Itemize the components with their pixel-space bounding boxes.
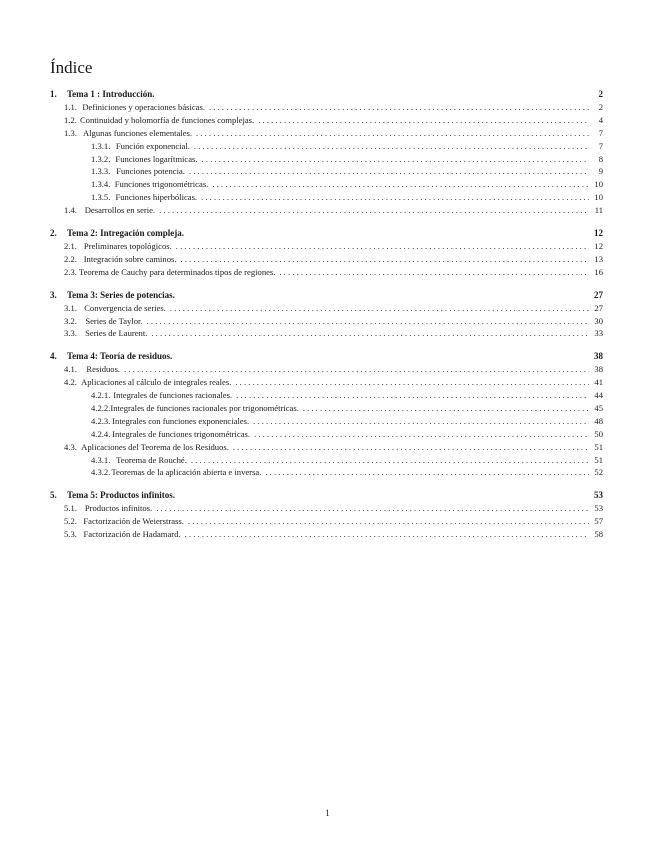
toc-entry-number: 1.3.5. xyxy=(91,192,111,203)
toc-entry-title: Factorización de Weierstrass. xyxy=(83,516,184,527)
toc-leader-dots xyxy=(188,515,589,528)
toc-entry-number: 1.3.1. xyxy=(91,140,111,151)
toc-chapter-title: Tema 3: Series de potencias. xyxy=(67,289,175,300)
toc-chapter-entry[interactable] xyxy=(50,350,603,363)
toc-leader-dots xyxy=(265,466,589,479)
toc-page-number: 53 xyxy=(594,503,603,514)
toc-chapter xyxy=(50,289,603,341)
toc-entry-title: Teorema de Cauchy para determinados tipos de regiones. xyxy=(78,266,276,277)
toc-leader-dots xyxy=(201,191,589,204)
toc-page-number: 57 xyxy=(594,516,603,527)
toc-page-number: 16 xyxy=(594,266,603,277)
toc-entry[interactable] xyxy=(50,114,603,127)
toc-leader-dots xyxy=(279,266,589,279)
toc-leader-dots xyxy=(181,253,589,266)
toc-entry-title: Residuos. xyxy=(86,364,121,375)
toc-entry-number: 4.3. xyxy=(64,441,77,452)
toc-leader-dots xyxy=(258,114,589,127)
toc-chapter-entry[interactable] xyxy=(50,489,603,502)
toc-entry-number: 1.3.3. xyxy=(91,166,111,177)
toc-entry-number: 4.2.2. xyxy=(91,403,111,414)
toc-entry-title: Teorema de Rouché. xyxy=(116,454,187,465)
toc-chapter-number: 4. xyxy=(50,351,57,362)
toc-entry-number: 4.2.3. xyxy=(91,415,111,426)
toc-entry-title: Integración sobre caminos. xyxy=(83,253,177,264)
toc-entry-number: 1.3.4. xyxy=(91,179,111,190)
toc-entry-number: 3.2. xyxy=(64,315,77,326)
toc-entry-title: Series de Taylor. xyxy=(85,315,143,326)
toc-page-number: 58 xyxy=(594,529,603,540)
toc-leader-dots xyxy=(124,363,589,376)
toc-entry-number: 3.3. xyxy=(64,328,77,339)
toc-entry-number: 5.3. xyxy=(64,529,77,540)
toc-entry[interactable] xyxy=(50,315,603,328)
toc-entry-title: Continuidad y holomorfía de funciones complejas. xyxy=(79,114,255,125)
toc-leader-dots xyxy=(159,204,589,217)
toc-entry-title: Definiciones y operaciones básicas. xyxy=(82,102,205,112)
toc-leader-dots xyxy=(254,428,589,441)
toc-entry-number: 5.2. xyxy=(64,516,77,527)
toc-entry-number: 2.3. xyxy=(64,266,77,277)
toc-page-number: 7 xyxy=(598,127,603,138)
toc-entry-title: Teoremas de la aplicación abierta e inversa. xyxy=(111,467,262,478)
toc-page-number: 51 xyxy=(594,454,603,465)
toc-page-number: 27 xyxy=(594,302,603,313)
toc-page-number: 4 xyxy=(598,114,603,125)
toc-leader-dots xyxy=(151,327,589,340)
toc-leader-dots xyxy=(191,454,589,467)
toc-chapter xyxy=(50,350,603,479)
page-number: 1 xyxy=(325,808,330,818)
toc-entry[interactable] xyxy=(50,415,603,428)
toc-chapter-number: 3. xyxy=(50,289,57,300)
toc-entry[interactable] xyxy=(50,302,603,315)
toc-entry-title: Productos infinitos. xyxy=(84,503,153,514)
toc-entry-title: Aplicaciones al cálculo de integrales reales. xyxy=(81,377,232,388)
toc-page-number: 38 xyxy=(594,364,603,375)
table-of-contents xyxy=(50,88,603,541)
toc-entry-title: Funciones trigonométricas. xyxy=(114,179,209,190)
toc-chapter xyxy=(50,489,603,541)
toc-page-number: 10 xyxy=(594,179,603,190)
toc-entry[interactable] xyxy=(50,376,603,389)
toc-entry-title: Preliminares topológicos. xyxy=(83,241,172,252)
toc-leader-dots xyxy=(202,153,589,166)
toc-page-number: 41 xyxy=(594,377,603,388)
toc-entry-title: Integrales con funciones exponenciales. xyxy=(112,415,250,426)
toc-entry-title: Funciones logarítmicas. xyxy=(115,153,198,164)
toc-entry[interactable] xyxy=(50,240,603,253)
toc-page-number: 8 xyxy=(598,153,603,164)
toc-title: Índice xyxy=(50,58,93,77)
toc-entry[interactable] xyxy=(50,140,603,153)
toc-entry[interactable] xyxy=(50,389,603,402)
toc-entry-title: Integrales de funciones racionales por trigonométricas. xyxy=(110,403,299,414)
toc-entry[interactable] xyxy=(50,428,603,441)
toc-entry-number: 1.1. xyxy=(64,102,77,112)
toc-page-number: 2 xyxy=(598,102,603,112)
toc-leader-dots xyxy=(147,315,589,328)
toc-entry-title: Integrales de funciones trigonométricas. xyxy=(112,428,251,439)
toc-page-number: 12 xyxy=(594,241,603,252)
toc-entry[interactable] xyxy=(50,363,603,376)
toc-entry-title: Factorización de Hadamard. xyxy=(83,529,181,540)
toc-entry-number: 4.3.1. xyxy=(91,454,111,465)
toc-chapter-number: 1. xyxy=(50,89,57,99)
toc-entry[interactable] xyxy=(50,327,603,340)
toc-leader-dots xyxy=(194,140,589,153)
toc-entry-number: 1.3.2. xyxy=(91,153,111,164)
toc-leader-dots xyxy=(189,165,589,178)
toc-entry-title: Funciones potencia. xyxy=(116,166,185,177)
toc-chapter-number: 2. xyxy=(50,228,57,239)
toc-leader-dots xyxy=(235,376,589,389)
toc-leader-dots xyxy=(303,402,589,415)
toc-entry[interactable] xyxy=(50,153,603,166)
toc-entry-title: Integrales de funciones racionales. xyxy=(113,390,233,401)
toc-entry[interactable] xyxy=(50,191,603,204)
toc-entry[interactable] xyxy=(50,178,603,191)
toc-entry[interactable] xyxy=(50,165,603,178)
toc-page-number: 9 xyxy=(598,166,603,177)
toc-leader-dots xyxy=(196,127,589,140)
toc-entry[interactable] xyxy=(50,204,603,217)
toc-page-number: 48 xyxy=(594,415,603,426)
toc-entry-number: 3.1. xyxy=(64,302,77,313)
toc-entry-title: Aplicaciones del Teorema de los Residuos. xyxy=(81,441,229,452)
toc-leader-dots xyxy=(236,389,589,402)
toc-entry-number: 2.1. xyxy=(64,241,77,252)
toc-entry-number: 4.1. xyxy=(64,364,77,375)
toc-chapter-title: Tema 1 : Introducción. xyxy=(67,89,155,99)
toc-page-number: 7 xyxy=(598,140,603,151)
toc-leader-dots xyxy=(233,441,589,454)
toc-entry-number: 1.3. xyxy=(64,127,77,138)
toc-entry-number: 2.2. xyxy=(64,253,77,264)
toc-entry-title: Series de Laurent. xyxy=(85,328,148,339)
toc-entry-title: Desarrollos en serie. xyxy=(84,205,156,216)
toc-page-number: 12 xyxy=(594,228,603,239)
toc-chapter xyxy=(50,88,603,217)
toc-entry-title: Algunas funciones elementales. xyxy=(82,127,193,138)
toc-page-number: 53 xyxy=(594,490,603,501)
toc-leader-dots xyxy=(212,178,589,191)
toc-leader-dots xyxy=(253,415,589,428)
toc-page-number: 51 xyxy=(594,441,603,452)
toc-entry-number: 1.2. xyxy=(64,114,77,125)
toc-leader-dots xyxy=(209,101,589,114)
toc-page-number: 50 xyxy=(594,428,603,439)
toc-chapter-entry[interactable] xyxy=(50,88,603,101)
toc-page-number: 45 xyxy=(594,403,603,414)
toc-chapter-title: Tema 5: Productos infinitos. xyxy=(67,490,176,501)
toc-entry[interactable] xyxy=(50,441,603,454)
toc-leader-dots xyxy=(170,302,589,315)
toc-chapter-title: Tema 4: Teoría de residuos. xyxy=(67,351,173,362)
toc-chapter-entry[interactable] xyxy=(50,227,603,240)
toc-entry-number: 4.3.2. xyxy=(91,467,111,478)
toc-page-number: 2 xyxy=(598,89,603,99)
toc-entry-number: 4.2.4. xyxy=(91,428,111,439)
toc-entry[interactable] xyxy=(50,466,603,479)
toc-chapter xyxy=(50,227,603,279)
toc-entry[interactable] xyxy=(50,528,603,541)
toc-entry-number: 4.2. xyxy=(64,377,77,388)
toc-entry[interactable] xyxy=(50,454,603,467)
toc-entry[interactable] xyxy=(50,127,603,140)
toc-page-number: 33 xyxy=(594,328,603,339)
toc-page-number: 52 xyxy=(594,467,603,478)
toc-page-number: 44 xyxy=(594,390,603,401)
toc-entry-number: 4.2.1. xyxy=(91,390,111,401)
toc-page-number: 30 xyxy=(594,315,603,326)
toc-entry[interactable] xyxy=(50,266,603,279)
toc-entry-title: Convergencia de series. xyxy=(84,302,166,313)
toc-entry[interactable] xyxy=(50,515,603,528)
toc-chapter-number: 5. xyxy=(50,490,57,501)
toc-entry[interactable] xyxy=(50,101,603,114)
toc-leader-dots xyxy=(185,528,589,541)
toc-entry[interactable] xyxy=(50,253,603,266)
toc-entry[interactable] xyxy=(50,502,603,515)
toc-entry-title: Función exponencial. xyxy=(115,140,190,151)
toc-entry-number: 5.1. xyxy=(64,503,77,514)
toc-page-number: 13 xyxy=(594,253,603,264)
toc-leader-dots xyxy=(156,502,589,515)
toc-page-number: 11 xyxy=(594,205,603,216)
toc-page-number: 27 xyxy=(594,289,603,300)
toc-entry-number: 1.4. xyxy=(64,205,77,216)
toc-chapter-entry[interactable] xyxy=(50,289,603,302)
toc-chapter-title: Tema 2: Intregación compleja. xyxy=(67,228,184,239)
toc-page-number: 38 xyxy=(594,351,603,362)
toc-entry-title: Funciones hiperbólicas. xyxy=(115,192,198,203)
toc-entry[interactable] xyxy=(50,402,603,415)
toc-page-number: 10 xyxy=(594,192,603,203)
toc-leader-dots xyxy=(176,240,589,253)
